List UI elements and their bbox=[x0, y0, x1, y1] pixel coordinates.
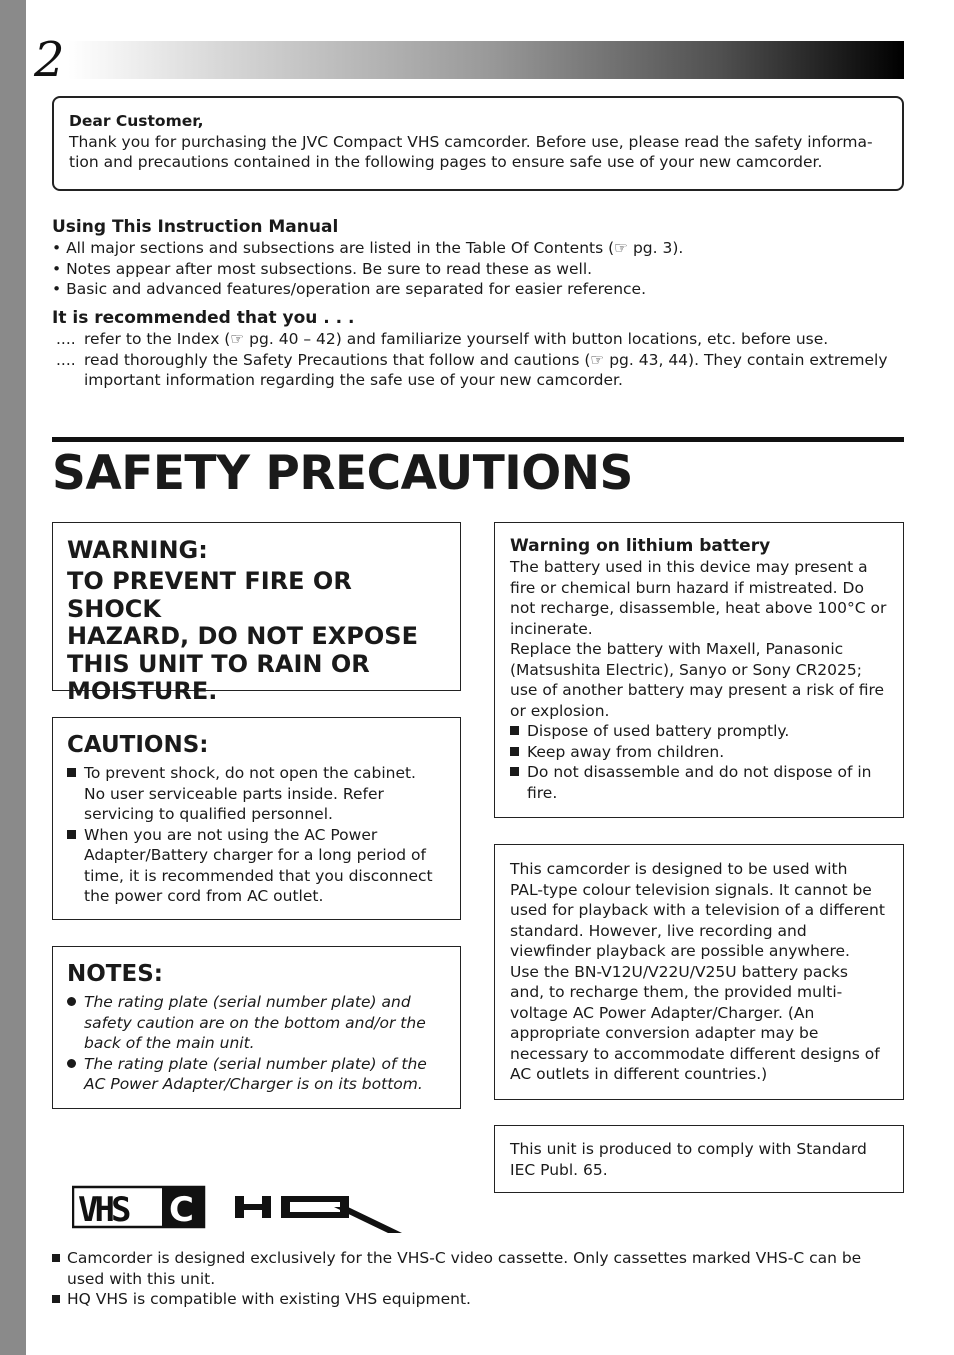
hq-logo bbox=[235, 1196, 402, 1233]
footer-item bbox=[52, 1289, 904, 1310]
logo-graphics bbox=[72, 1183, 412, 1239]
footer-line: HQ VHS is compatible with existing VHS equipment. bbox=[67, 1290, 471, 1308]
lithium-bullet bbox=[510, 721, 889, 742]
leader-dots: .... bbox=[56, 330, 76, 348]
caution-item bbox=[67, 763, 448, 825]
lithium-line: use of another battery may present a risk of fire bbox=[510, 681, 885, 699]
square-bullet-icon bbox=[67, 830, 76, 839]
warning-line: THIS UNIT TO RAIN OR bbox=[67, 649, 370, 678]
lithium-bullet-line: Do not disassemble and do not dispose of in bbox=[527, 763, 872, 781]
dear-customer-heading: Dear Customer, bbox=[69, 112, 204, 130]
lithium-bullet-line: Keep away from children. bbox=[527, 742, 725, 761]
iec-standard-box bbox=[494, 1125, 904, 1193]
iec-line: IEC Publ. 65. bbox=[510, 1160, 608, 1179]
lithium-line: or explosion. bbox=[510, 701, 610, 720]
recommended-line: important information regarding the safe use of your new camcorder. bbox=[84, 371, 623, 389]
caution-line: No user serviceable parts inside. Refer bbox=[84, 784, 384, 803]
pal-line: viewfinder playback are possible anywhere. bbox=[510, 942, 850, 960]
page-number: 2 bbox=[34, 32, 65, 88]
warning-line: HAZARD, DO NOT EXPOSE bbox=[67, 622, 418, 650]
footer-line: Camcorder is designed exclusively for the VHS-C video cassette. Only cassettes marked VHS-C can be bbox=[67, 1249, 862, 1267]
recommended-line: refer to the Index (☞ pg. 40 – 42) and familiarize yourself with button locations, etc. before use. bbox=[84, 330, 829, 348]
notes-box bbox=[52, 946, 461, 1109]
warning-line: TO PREVENT FIRE OR SHOCK bbox=[67, 567, 352, 623]
lithium-line: The battery used in this device may present a bbox=[510, 558, 868, 576]
cautions-box bbox=[52, 717, 461, 920]
manual-usage-heading: Using This Instruction Manual bbox=[52, 217, 339, 237]
lithium-bullet-line: Dispose of used battery promptly. bbox=[527, 722, 790, 740]
header-gradient-bar bbox=[68, 41, 904, 79]
caution-line: time, it is recommended that you disconnect bbox=[84, 866, 433, 885]
lithium-line: incinerate. bbox=[510, 619, 593, 638]
note-line: The rating plate (serial number plate) and bbox=[84, 993, 411, 1011]
manual-bullet: • Basic and advanced features/operation are separated for easier reference. bbox=[52, 280, 647, 298]
warning-line: MOISTURE. bbox=[67, 677, 218, 705]
manual-usage-section bbox=[52, 216, 904, 300]
vhs-c-logo bbox=[73, 1187, 204, 1230]
pal-line: appropriate conversion adapter may be bbox=[510, 1024, 819, 1042]
dear-customer-line: Thank you for purchasing the JVC Compact VHS camcorder. Before use, please read the safety informa- bbox=[69, 132, 873, 151]
page-title: SAFETY PRECAUTIONS bbox=[52, 446, 633, 501]
pal-line: standard. However, live recording and bbox=[510, 921, 807, 940]
note-line: safety caution are on the bottom and/or the bbox=[84, 1013, 426, 1032]
lithium-heading: Warning on lithium battery bbox=[510, 536, 771, 556]
warning-text bbox=[67, 568, 448, 706]
pal-line: Use the BN-V12U/V22U/V25U battery packs bbox=[510, 962, 848, 981]
lithium-bullet-line: fire. bbox=[527, 783, 558, 802]
round-bullet-icon bbox=[67, 1059, 76, 1068]
format-logos bbox=[72, 1183, 412, 1243]
recommended-item bbox=[52, 350, 904, 391]
footer-line: used with this unit. bbox=[67, 1269, 216, 1288]
dear-customer-line: tion and precautions contained in the following pages to ensure safe use of your new camcorder. bbox=[69, 153, 823, 171]
pal-line: AC outlets in different countries.) bbox=[510, 1065, 768, 1083]
dear-customer-box bbox=[52, 96, 904, 191]
lithium-line: fire or chemical burn hazard if mistreated. Do bbox=[510, 578, 864, 597]
caution-line: the power cord from AC outlet. bbox=[84, 887, 324, 905]
caution-line: Adapter/Battery charger for a long period of bbox=[84, 846, 426, 864]
svg-text:VHS: VHS bbox=[78, 1190, 128, 1230]
note-item bbox=[67, 1054, 448, 1095]
notes-label: NOTES: bbox=[67, 961, 163, 987]
lithium-line: (Matsushita Electric), Sanyo or Sony CR2025; bbox=[510, 660, 862, 679]
svg-text:C: C bbox=[169, 1190, 194, 1230]
lithium-warning-box bbox=[494, 522, 904, 818]
manual-bullet: • Notes appear after most subsections. Be sure to read these as well. bbox=[52, 259, 593, 278]
caution-item bbox=[67, 825, 448, 907]
recommended-item bbox=[52, 329, 904, 350]
pal-line: and, to recharge them, the provided multi- bbox=[510, 983, 843, 1001]
recommended-line: read thoroughly the Safety Precautions that follow and cautions (☞ pg. 43, 44). They contain extremely bbox=[84, 350, 888, 369]
recommended-section bbox=[52, 307, 904, 391]
cautions-label: CAUTIONS: bbox=[67, 732, 209, 758]
square-bullet-icon bbox=[510, 726, 519, 735]
page-edge-strip bbox=[0, 0, 26, 1355]
note-line: The rating plate (serial number plate) of the bbox=[84, 1054, 427, 1073]
lithium-line: Replace the battery with Maxell, Panasonic bbox=[510, 640, 844, 658]
warning-box bbox=[52, 522, 461, 705]
square-bullet-icon bbox=[510, 767, 519, 776]
caution-line: servicing to qualified personnel. bbox=[84, 805, 333, 823]
lithium-bullet bbox=[510, 762, 889, 803]
caution-line: When you are not using the AC Power bbox=[84, 825, 378, 844]
pal-line: necessary to accommodate different designs of bbox=[510, 1044, 880, 1063]
pal-line: used for playback with a television of a different bbox=[510, 901, 885, 919]
square-bullet-icon bbox=[510, 747, 519, 756]
recommended-heading: It is recommended that you . . . bbox=[52, 308, 355, 328]
caution-line: To prevent shock, do not open the cabinet. bbox=[84, 764, 416, 782]
pal-line: This camcorder is designed to be used with bbox=[510, 860, 848, 878]
warning-label: WARNING: bbox=[67, 536, 208, 564]
square-bullet-icon bbox=[52, 1254, 60, 1262]
pal-line: PAL-type colour television signals. It cannot be bbox=[510, 880, 872, 899]
round-bullet-icon bbox=[67, 997, 76, 1006]
footer-item bbox=[52, 1248, 904, 1289]
square-bullet-icon bbox=[52, 1295, 60, 1303]
lithium-line: not recharge, disassemble, heat above 100°C or bbox=[510, 599, 887, 617]
section-rule bbox=[52, 437, 904, 442]
lithium-bullet bbox=[510, 742, 889, 763]
note-line: back of the main unit. bbox=[84, 1034, 255, 1052]
footer-notes bbox=[52, 1248, 904, 1310]
pal-line: voltage AC Power Adapter/Charger. (An bbox=[510, 1003, 815, 1022]
note-item bbox=[67, 992, 448, 1054]
leader-dots: .... bbox=[56, 350, 76, 369]
note-line: AC Power Adapter/Charger is on its bottom. bbox=[84, 1075, 423, 1093]
pal-info-box bbox=[494, 844, 904, 1100]
manual-bullet: • All major sections and subsections are listed in the Table Of Contents (☞ pg. 3). bbox=[52, 239, 684, 257]
square-bullet-icon bbox=[67, 768, 76, 777]
iec-line: This unit is produced to comply with Standard bbox=[510, 1140, 867, 1158]
